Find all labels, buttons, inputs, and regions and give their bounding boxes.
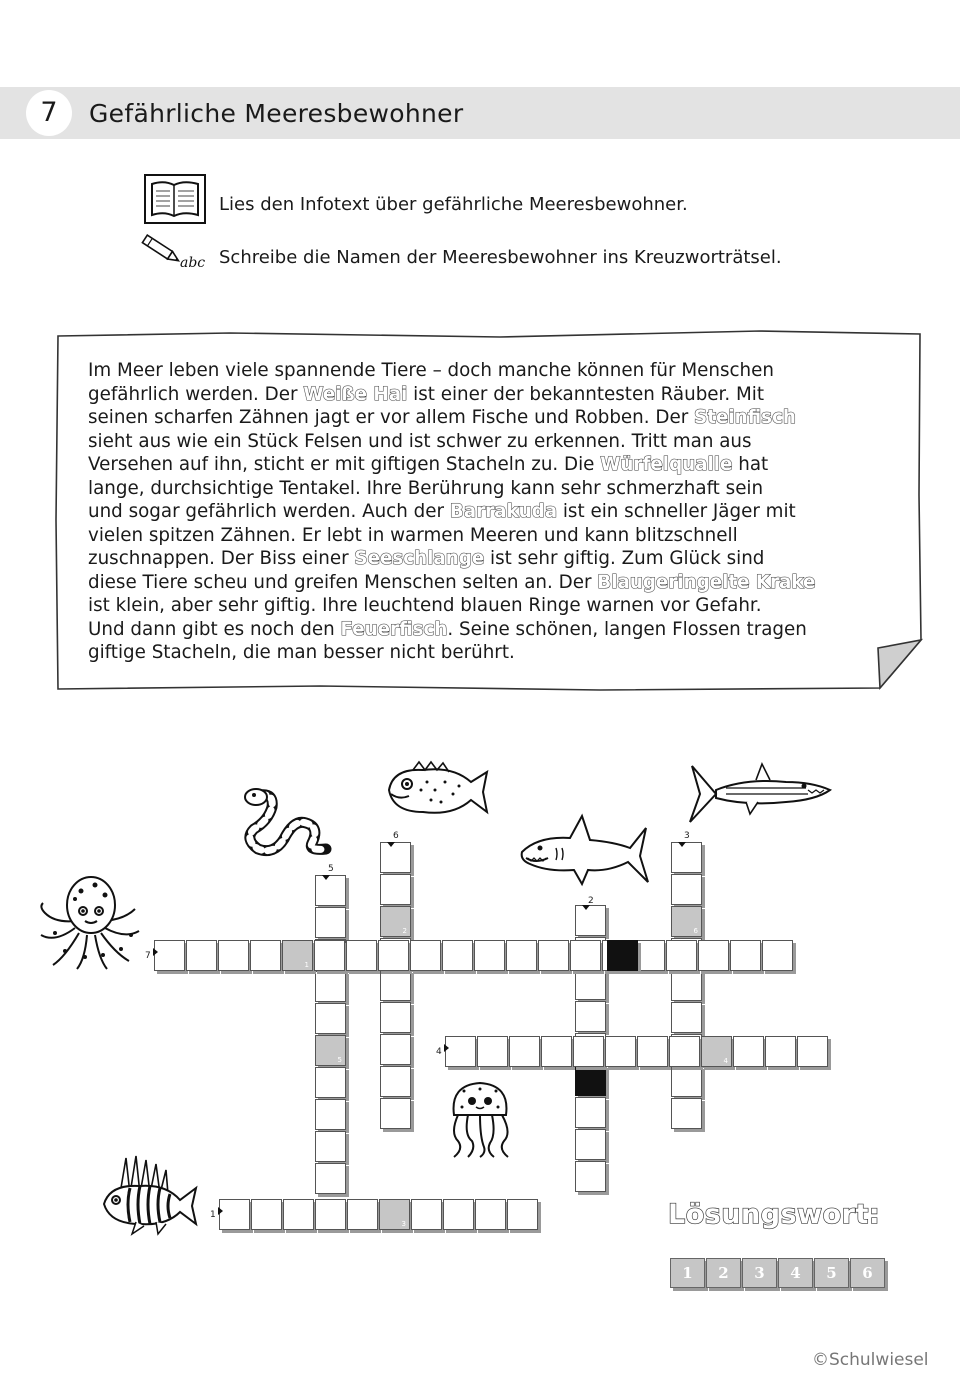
crossword-cell-5-down[interactable] [315, 907, 346, 938]
crossword-cell-2-down[interactable] [575, 969, 606, 1000]
copyright: ©Schulwiesel [812, 1350, 929, 1370]
info-text-segment: zuschnappen. Der Biss einer [88, 548, 355, 569]
highlighted-animal-name: Seeschlange [354, 548, 485, 569]
task-write-text: Schreibe die Namen der Meeresbewohner ins Kreuzworträtsel. [219, 247, 782, 268]
crossword-cell-1-across[interactable] [443, 1199, 474, 1230]
crossword-cell-1-across[interactable] [379, 1199, 410, 1230]
svg-text:abc: abc [180, 255, 206, 271]
crossword-cell-5-down[interactable] [315, 971, 346, 1002]
highlighted-animal-name: Steinfisch [694, 407, 796, 428]
crossword-cell-4-across[interactable] [765, 1036, 796, 1067]
crossword-cell-7-across[interactable] [762, 940, 793, 971]
crossword-cell-6-down[interactable] [380, 970, 411, 1001]
crossword-cell-7-across[interactable] [154, 940, 185, 971]
highlighted-animal-name: Feuerfisch [340, 618, 448, 640]
clue-arrow-icon [582, 905, 590, 910]
crossword-cell-7-across[interactable] [378, 940, 409, 971]
solution-cell-number: 5 [337, 1056, 342, 1064]
clue-arrow-icon [387, 842, 395, 847]
solution-cell-number: 3 [401, 1220, 406, 1228]
highlighted-animal-name: Würfelqualle [600, 454, 733, 475]
solution-cell-number: 4 [723, 1057, 728, 1065]
crossword-cell-5-down[interactable] [315, 1131, 346, 1162]
crossword-cell-6-down[interactable] [380, 874, 411, 905]
crossword-cell-7-across[interactable] [538, 940, 569, 971]
info-text-segment: gefährlich werden. Der [88, 383, 304, 405]
highlighted-animal-name: Weiße Hai [303, 383, 408, 405]
info-text-segment: Im Meer leben viele spannende Tiere – doch manche können für Menschen [88, 360, 774, 381]
shark-drawing [518, 812, 650, 894]
crossword-cell-7-across[interactable] [250, 940, 281, 971]
clue-arrow-icon [153, 948, 158, 956]
clue-number: 7 [145, 951, 151, 961]
crossword-cell-7-across[interactable] [570, 940, 601, 971]
crossword-cell-6-down[interactable] [380, 1066, 411, 1097]
info-text-line [88, 547, 888, 571]
solution-letter-box[interactable]: 4 [778, 1258, 813, 1288]
solution-letter-box[interactable]: 1 [670, 1258, 705, 1288]
crossword-cell-4-across[interactable] [797, 1036, 828, 1067]
crossword-cell-7-across[interactable] [410, 940, 441, 971]
info-text-segment: ist einer der bekanntesten Räuber. Mit [407, 383, 765, 405]
crossword-cell-4-across[interactable] [477, 1036, 508, 1067]
solution-letter-box[interactable]: 3 [742, 1258, 777, 1288]
crossword-cell-5-down[interactable] [315, 1003, 346, 1034]
crossword-cell-4-across[interactable] [573, 1036, 604, 1067]
info-text-line [88, 406, 888, 430]
clue-number: 6 [393, 831, 399, 841]
task-read-text: Lies den Infotext über gefährliche Meeresbewohner. [219, 194, 688, 215]
crossword-cell-4-across[interactable] [509, 1036, 540, 1067]
crossword-cell-2-down [575, 1065, 606, 1096]
crossword-cell-3-down[interactable] [671, 970, 702, 1001]
stonefish-drawing [383, 760, 489, 818]
clue-arrow-icon [678, 842, 686, 847]
info-text-line [88, 430, 888, 454]
info-text-segment: giftige Stacheln, die man besser nicht berührt. [88, 642, 515, 663]
info-text-segment: lange, durchsichtige Tentakel. Ihre Berührung kann sehr schmerzhaft sein [88, 477, 764, 499]
info-text-line [88, 571, 888, 595]
info-text-line [88, 383, 888, 407]
crossword-cell-2-down[interactable] [575, 1097, 606, 1128]
crossword-cell-1-across[interactable] [475, 1199, 506, 1230]
crossword-cell-6-down[interactable] [380, 842, 411, 873]
solution-letter-box[interactable]: 2 [706, 1258, 741, 1288]
crossword-cell-4-across[interactable] [669, 1036, 700, 1067]
crossword-cell-3-down[interactable] [671, 1002, 702, 1033]
crossword-cell-5-down[interactable] [315, 1035, 346, 1066]
crossword-cell-7-across[interactable] [698, 940, 729, 971]
info-text-segment: vielen spitzen Zähnen. Er lebt in warmen Meeren und kann blitzschnell [88, 524, 738, 546]
box-jellyfish-drawing [440, 1077, 520, 1159]
crossword-cell-1-across[interactable] [283, 1199, 314, 1230]
crossword-cell-4-across[interactable] [701, 1036, 732, 1067]
crossword-cell-1-across[interactable] [507, 1199, 538, 1230]
solution-word-label: Lösungswort: [668, 1199, 881, 1230]
crossword-cell-2-down[interactable] [575, 1161, 606, 1192]
crossword-cell-5-down[interactable] [315, 1163, 346, 1194]
crossword-cell-1-across[interactable] [347, 1199, 378, 1230]
crossword-cell-7-across[interactable] [666, 940, 697, 971]
info-text-segment: Und dann gibt es noch den [88, 618, 341, 640]
crossword-cell-7-across[interactable] [442, 940, 473, 971]
crossword-cell-7-across[interactable] [506, 940, 537, 971]
crossword-cell-3-down[interactable] [671, 906, 702, 937]
info-text-segment: hat [732, 454, 769, 475]
info-text-segment: diese Tiere scheu und greifen Menschen selten an. Der [88, 571, 598, 593]
crossword-cell-6-down[interactable] [380, 1002, 411, 1033]
crossword-cell-7-across[interactable] [474, 940, 505, 971]
solution-letter-box[interactable]: 6 [850, 1258, 885, 1288]
solution-cell-number: 6 [693, 927, 698, 935]
info-text-line [88, 500, 888, 524]
info-text-segment: und sogar gefährlich werden. Auch der [88, 501, 450, 522]
crossword-cell-3-down[interactable] [671, 1066, 702, 1097]
crossword-cell-7-across[interactable] [634, 940, 665, 971]
clue-number: 3 [684, 831, 690, 841]
sea-snake-drawing [240, 783, 335, 858]
lionfish-drawing [96, 1154, 200, 1236]
crossword-cell-3-down[interactable] [671, 1098, 702, 1129]
crossword-cell-7-across[interactable] [218, 940, 249, 971]
crossword-cell-6-down[interactable] [380, 1098, 411, 1129]
info-text-line [88, 618, 888, 642]
crossword-cell-7-across[interactable] [282, 940, 313, 971]
crossword-cell-4-across[interactable] [605, 1036, 636, 1067]
crossword-cell-2-down[interactable] [575, 905, 606, 936]
info-text [88, 359, 888, 665]
crossword-cell-1-across[interactable] [251, 1199, 282, 1230]
solution-letter-box[interactable]: 5 [814, 1258, 849, 1288]
crossword-cell-5-down[interactable] [315, 1099, 346, 1130]
highlighted-animal-name: Barrakuda [449, 501, 558, 522]
highlighted-animal-name: Blaugeringelte Krake [597, 571, 816, 593]
crossword-cell-7-across[interactable] [346, 940, 377, 971]
crossword-cell-7-across[interactable] [186, 940, 217, 971]
barracuda-drawing [686, 758, 834, 828]
info-text-line [88, 477, 888, 501]
crossword-cell-4-across[interactable] [445, 1036, 476, 1067]
clue-number: 1 [210, 1210, 216, 1220]
worksheet-number: 7 [26, 90, 72, 136]
info-text-segment: seinen scharfen Zähnen jagt er vor allem Fische und Robben. Der [88, 407, 695, 428]
info-text-line [88, 594, 888, 618]
info-text-segment: Versehen auf ihn, sticht er mit giftigen Stacheln zu. Die [88, 454, 601, 475]
info-text-segment: ist klein, aber sehr giftig. Ihre leuchtend blauen Ringe warnen vor Gefahr. [88, 595, 762, 616]
info-text-segment: . Seine schönen, langen Flossen tragen [447, 618, 807, 640]
page-title: Gefährliche Meeresbewohner [89, 99, 464, 128]
info-text-segment: sieht aus wie ein Stück Felsen und ist schwer zu erkennen. Tritt man aus [88, 430, 752, 452]
info-text-segment: ist sehr giftig. Zum Glück sind [484, 548, 765, 569]
crossword-cell-1-across[interactable] [219, 1199, 250, 1230]
crossword-cell-3-down[interactable] [671, 842, 702, 873]
solution-cell-number: 1 [304, 961, 309, 969]
crossword-cell-5-down[interactable] [315, 875, 346, 906]
solution-cell-number: 2 [402, 927, 407, 935]
crossword-cell-1-across[interactable] [411, 1199, 442, 1230]
clue-number: 4 [436, 1047, 442, 1057]
clue-arrow-icon [322, 875, 330, 880]
info-text-segment: ist ein schneller Jäger mit [557, 501, 796, 522]
crossword-cell-4-across[interactable] [637, 1036, 668, 1067]
crossword-cell-7-across[interactable] [314, 940, 345, 971]
octopus-drawing [35, 873, 147, 973]
crossword-cell-6-down[interactable] [380, 1034, 411, 1065]
info-text-line [88, 453, 888, 477]
crossword-cell-5-down[interactable] [315, 1067, 346, 1098]
clue-arrow-icon [444, 1044, 449, 1052]
crossword-cell-3-down[interactable] [671, 874, 702, 905]
clue-arrow-icon [218, 1207, 223, 1215]
crossword-cell-7-across[interactable] [730, 940, 761, 971]
clue-number: 2 [588, 896, 594, 906]
crossword-cell-2-down[interactable] [575, 1001, 606, 1032]
crossword-blocked-cell [607, 940, 638, 971]
clue-number: 5 [328, 864, 334, 874]
info-text-line [88, 641, 888, 665]
crossword-cell-1-across[interactable] [315, 1199, 346, 1230]
crossword-cell-2-down[interactable] [575, 1129, 606, 1160]
crossword-cell-4-across[interactable] [541, 1036, 572, 1067]
info-text-line [88, 359, 888, 383]
crossword-cell-6-down[interactable] [380, 906, 411, 937]
crossword-cell-4-across[interactable] [733, 1036, 764, 1067]
info-text-line [88, 524, 888, 548]
